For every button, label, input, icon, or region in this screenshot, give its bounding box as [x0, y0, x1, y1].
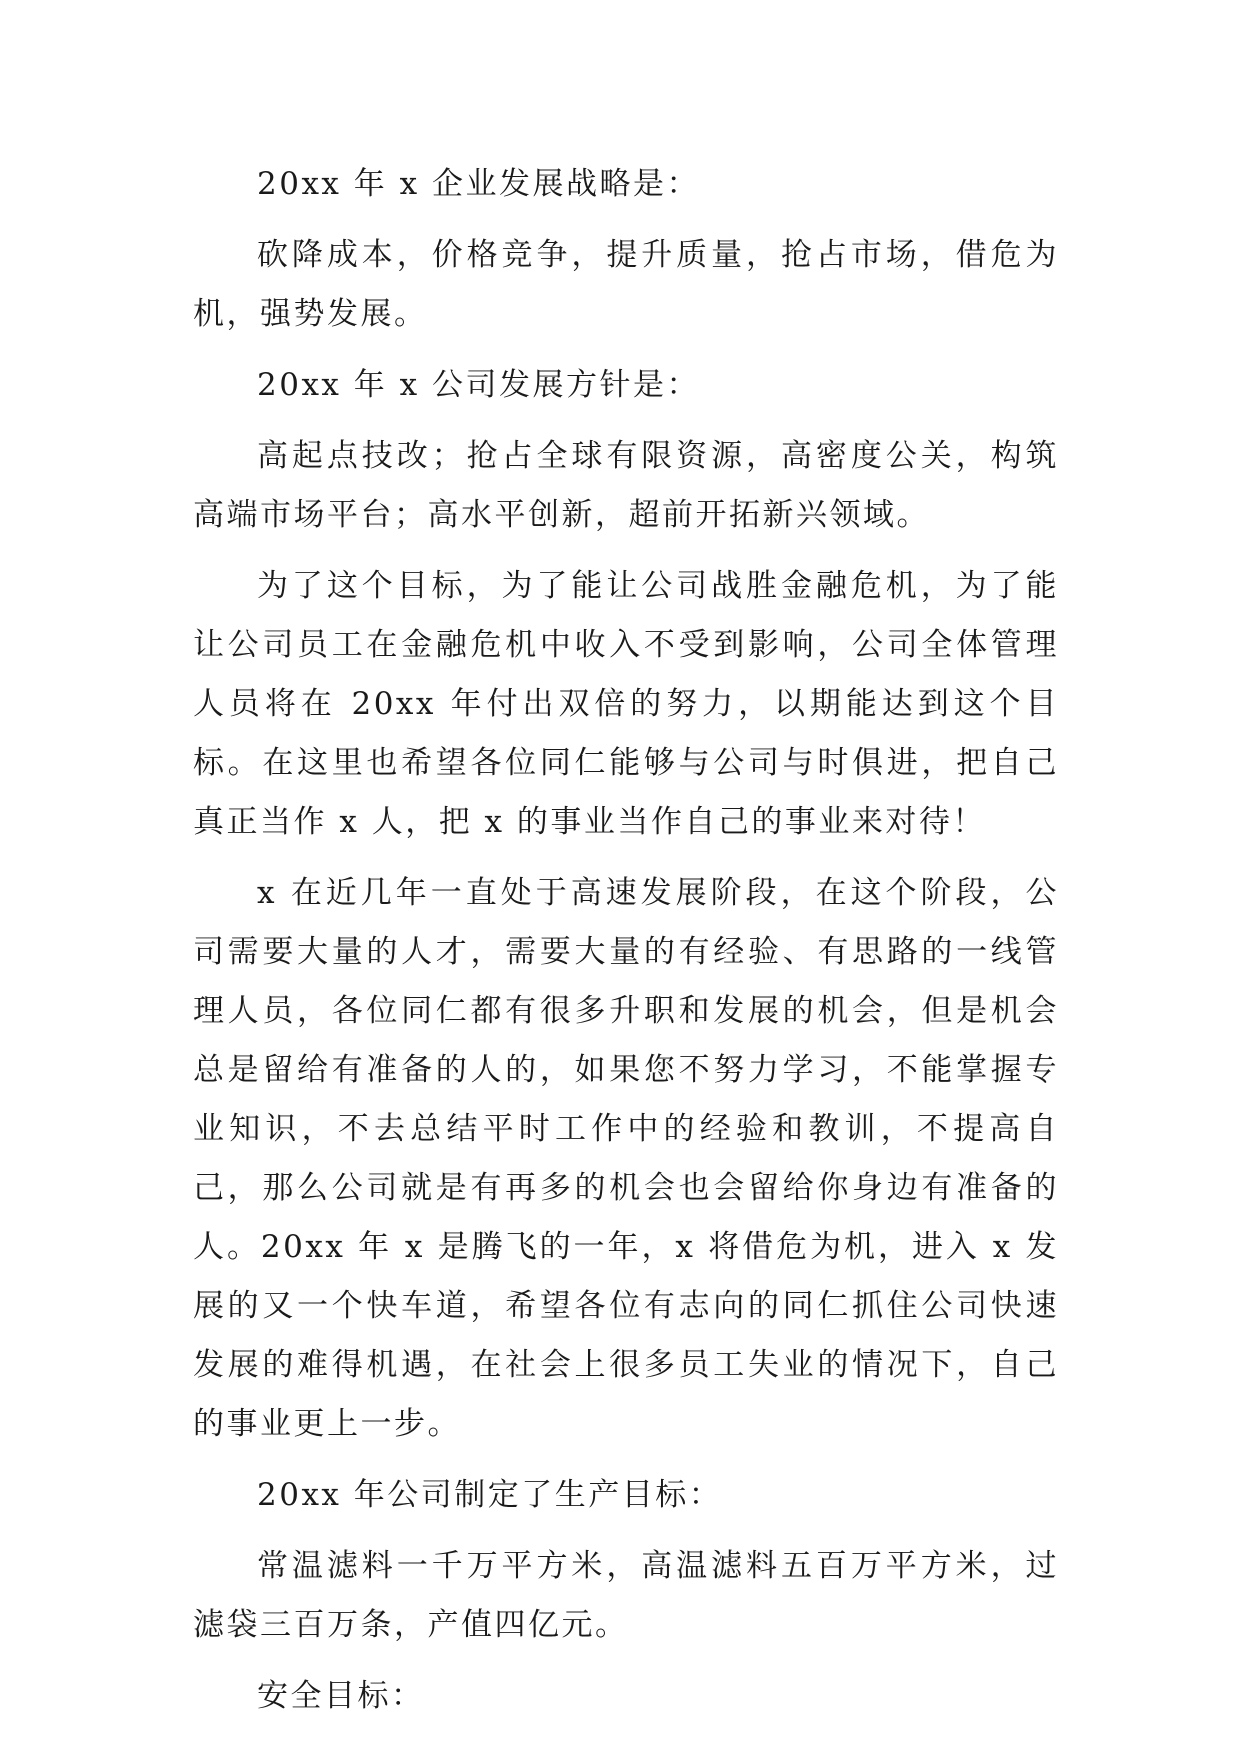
paragraph-policy-content: 高起点技改；抢占全球有限资源，高密度公关，构筑高端市场平台；高水平创新，超前开拓新兴领域。 [193, 438, 1059, 533]
document-body [193, 155, 1059, 1738]
paragraph-policy-heading: 20xx 年 x 公司发展方针是： [257, 367, 700, 403]
paragraph-goal-effort: 为了这个目标，为了能让公司战胜金融危机，为了能让公司员工在金融危机中收入不受到影响，公司全体管理人员将在 20xx 年付出双倍的努力，以期能达到这个目标。在这里也希望各位同仁能够与公司与时俱进，把自己真正当作 x 人，把 x 的事业当作自己的事业来对待！ [193, 568, 1059, 840]
paragraph-strategy-content: 砍降成本，价格竞争，提升质量，抢占市场，借危为机，强势发展。 [193, 237, 1059, 332]
paragraph-production-content: 常温滤料一千万平方米，高温滤料五百万平方米，过滤袋三百万条，产值四亿元。 [193, 1548, 1059, 1643]
paragraph-safety-heading: 安全目标： [257, 1678, 425, 1714]
paragraph-development-opportunity: x 在近几年一直处于高速发展阶段，在这个阶段，公司需要大量的人才，需要大量的有经验、有思路的一线管理人员，各位同仁都有很多升职和发展的机会，但是机会总是留给有准备的人的，如果您不努力学习，不能掌握专业知识，不去总结平时工作中的经验和教训，不提高自己，那么公司就是有再多的机会也会留给你身边有准备的人。20xx 年 x 是腾飞的一年，x 将借危为机，进入 x 发展的又一个快车道，希望各位有志向的同仁抓住公司快速发展的难得机遇，在社会上很多员工失业的情况下，自己的事业更上一步。 [193, 875, 1059, 1442]
paragraph-strategy-heading: 20xx 年 x 企业发展战略是： [257, 166, 700, 202]
paragraph-production-heading: 20xx 年公司制定了生产目标： [257, 1477, 723, 1513]
